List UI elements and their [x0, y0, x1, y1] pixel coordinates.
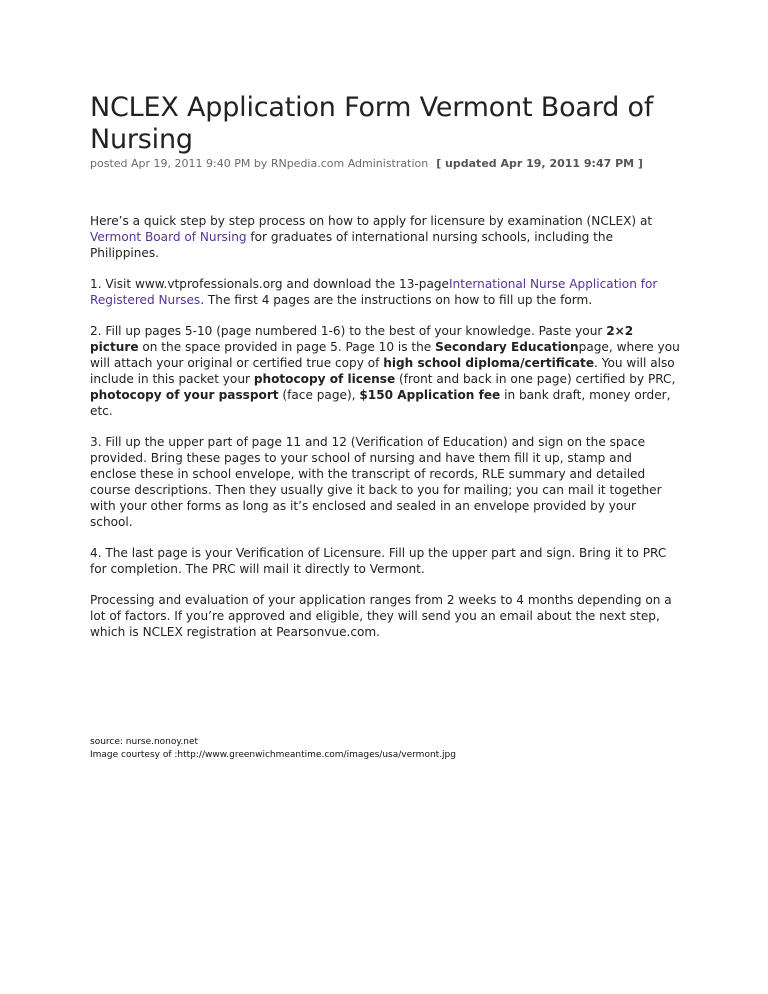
page-title: NCLEX Application Form Vermont Board of Nursing: [90, 92, 654, 155]
source-credit: source: nurse.nonoy.net: [90, 737, 199, 747]
processing-paragraph: Processing and evaluation of your application ranges from 2 weeks to 4 months depending on a lot of factors. If you’re approved and eligible, they will send you an email about the next step, which is NCLEX registration at Pearsonvue.com.: [90, 593, 672, 639]
posted-info: posted Apr 19, 2011 9:40 PM by RNpedia.com Administration: [90, 157, 429, 170]
intro-text-end: for graduates of international nursing schools, including the Philippines.: [90, 230, 614, 260]
step-2-text: (face page),: [278, 388, 360, 402]
document-page: [90, 92, 680, 762]
step-2-text: on the space provided in page 5. Page 10 is the: [138, 340, 436, 354]
diploma-requirement: high school diploma/certificate: [383, 356, 595, 370]
step-3: 3. Fill up the upper part of page 11 and 12 (Verification of Education) and sign on the space provided. Bring these pages to your school of nursing and have them fill it up, stamp and enclose these in school envelope, with the transcript of records, RLE summary and detailed course descriptions. Then they usually give it back to you for mailing; you can mail it together with your other forms as long as it’s enclosed and sealed in an envelope provided by your school.: [90, 435, 662, 529]
secondary-education: Secondary Education: [435, 340, 579, 354]
image-credit: Image courtesy of :http://www.greenwichmeantime.com/images/usa/vermont.jpg: [90, 750, 456, 760]
step-1: [90, 276, 680, 308]
step-2-text: page, where you will attach your original or certified true copy of: [90, 340, 680, 370]
step-2-text-end: in bank draft, money order, etc.: [90, 388, 671, 418]
intro-paragraph: [90, 213, 680, 261]
license-requirement: photocopy of license: [253, 372, 396, 386]
post-meta: [90, 157, 680, 170]
step-2-text: 2. Fill up pages 5-10 (page numbered 1-6) to the best of your knowledge. Paste your: [90, 324, 607, 338]
fee-requirement: $150 Application fee: [359, 388, 501, 402]
step-4: 4. The last page is your Verification of Licensure. Fill up the upper part and sign. Bring it to PRC for completion. The PRC will mail it directly to Vermont.: [90, 546, 667, 576]
footer-credits: [90, 736, 680, 762]
picture-requirement: 2×2 picture: [90, 324, 634, 354]
passport-requirement: photocopy of your passport: [90, 388, 279, 402]
vermont-board-link[interactable]: Vermont Board of Nursing: [90, 230, 247, 244]
step-1-text: 1. Visit www.vtprofessionals.org and download the 13-page: [90, 277, 449, 291]
step-2-text: . You will also include in this packet your: [90, 356, 675, 386]
step-2-text: (front and back in one page) certified by PRC,: [395, 372, 676, 386]
step-1-text-end: . The first 4 pages are the instructions on how to fill up the form.: [200, 293, 593, 307]
step-2: [90, 323, 680, 419]
application-form-link[interactable]: International Nurse Application for Registered Nurses: [90, 277, 658, 307]
intro-text: Here’s a quick step by step process on how to apply for licensure by examination (NCLEX) at: [90, 214, 653, 228]
article-body: [90, 213, 680, 640]
updated-info: [ updated Apr 19, 2011 9:47 PM ]: [436, 157, 643, 170]
